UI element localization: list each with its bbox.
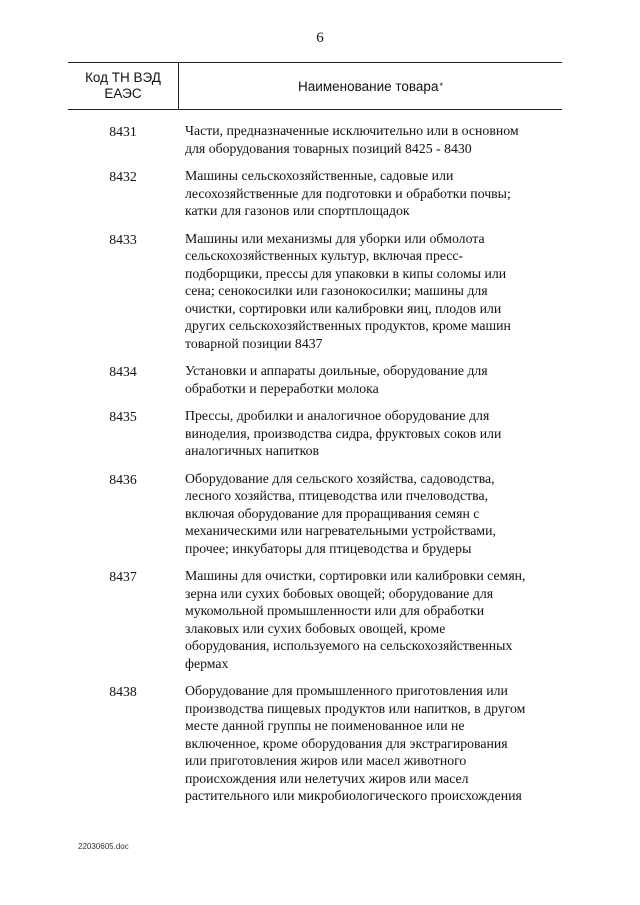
row-code: 8434 — [109, 364, 137, 379]
table-row — [68, 362, 562, 397]
header-name-column — [179, 63, 562, 109]
description-line: сельскохозяйственных культур, включая пресс- — [185, 248, 464, 263]
header-code-line1: Код ТН ВЭД — [85, 70, 161, 85]
description-line: аналогичных напитков — [185, 443, 320, 458]
table-row — [68, 682, 562, 805]
row-description — [178, 567, 562, 672]
description-line: производства пищевых продуктов или напитков, в другом — [185, 700, 526, 716]
description-line: месте данной группы не поименованное или не — [185, 718, 465, 733]
description-line: товарной позиции 8437 — [185, 335, 323, 351]
row-description — [178, 122, 562, 157]
row-code: 8436 — [109, 471, 137, 487]
description-line: Оборудование для промышленного приготовления или — [185, 683, 508, 698]
description-line: происхождения или нелетучих жиров или масел — [185, 770, 469, 786]
row-description — [178, 167, 562, 220]
description-line: сена; сенокосилки или газонокосилки; машины для — [185, 283, 488, 298]
table-row — [68, 407, 562, 460]
row-code: 8438 — [109, 684, 137, 699]
footnote-mark: * — [439, 81, 443, 91]
description-line: лесного хозяйства, птицеводства или пчеловодства, — [185, 488, 489, 503]
description-line: обработки и переработки молока — [185, 380, 379, 396]
description-line: включенное, кроме оборудования для экстрагирования — [185, 735, 508, 751]
description-line: виноделия, производства сидра, фруктовых соков или — [185, 425, 502, 441]
description-line: или приготовления жиров или масел животного — [185, 753, 467, 768]
table-row — [68, 230, 562, 353]
header-code-line2: ЕАЭС — [104, 86, 142, 101]
description-line: Части, предназначенные исключительно или в основном — [185, 123, 519, 138]
description-line: катки для газонов или спортплощадок — [185, 203, 410, 218]
description-line: Установки и аппараты доильные, оборудование для — [185, 363, 488, 378]
row-description — [178, 470, 562, 558]
description-line: мукомольной промышленности или для обработки — [185, 603, 485, 618]
goods-table — [68, 62, 562, 815]
description-line: прочее; инкубаторы для птицеводства и брудеры — [185, 540, 472, 556]
description-line: растительного или микробиологического происхождения — [185, 788, 522, 803]
description-line: оборудования, используемого на сельскохозяйственных — [185, 638, 513, 653]
description-line: Оборудование для сельского хозяйства, садоводства, — [185, 470, 495, 486]
table-row — [68, 470, 562, 558]
description-line: для оборудования товарных позиций 8425 - 8430 — [185, 140, 472, 156]
row-code: 8435 — [109, 409, 137, 424]
table-header — [68, 62, 562, 110]
description-line: подборщики, прессы для упаковки в кипы соломы или — [185, 265, 507, 281]
table-row — [68, 122, 562, 157]
row-description — [178, 230, 562, 353]
description-line: злаковых или сухих бобовых овощей, кроме — [185, 620, 446, 636]
page-number: 6 — [316, 30, 324, 46]
table-row — [68, 167, 562, 220]
description-line: зерна или сухих бобовых овощей; оборудование для — [185, 585, 494, 601]
description-line: Машины сельскохозяйственные, садовые или — [185, 168, 454, 183]
row-description — [178, 362, 562, 397]
row-code: 8432 — [109, 169, 137, 184]
table-body — [68, 122, 562, 805]
header-code-column — [68, 63, 179, 109]
description-line: фермах — [185, 655, 229, 671]
description-line: Машины для очистки, сортировки или калибровки семян, — [185, 568, 526, 583]
row-code: 8431 — [109, 124, 137, 139]
row-description — [178, 407, 562, 460]
row-code: 8433 — [109, 231, 137, 247]
description-line: Прессы, дробилки и аналогичное оборудование для — [185, 408, 490, 423]
row-code: 8437 — [109, 569, 137, 584]
description-line: включая оборудование для проращивания семян с — [185, 505, 480, 521]
description-line: Машины или механизмы для уборки или обмолота — [185, 230, 485, 246]
header-name-label: Наименование товара — [298, 78, 439, 94]
description-line: других сельскохозяйственных продуктов, кроме машин — [185, 318, 511, 333]
description-line: очистки, сортировки или калибровки яиц, плодов или — [185, 300, 502, 316]
table-row — [68, 567, 562, 672]
footer-filename: 22030605.doc — [78, 842, 129, 851]
description-line: лесохозяйственные для подготовки и обработки почвы; — [185, 185, 511, 201]
row-description — [178, 682, 562, 805]
description-line: механическими или нагревательными устройствами, — [185, 523, 496, 538]
